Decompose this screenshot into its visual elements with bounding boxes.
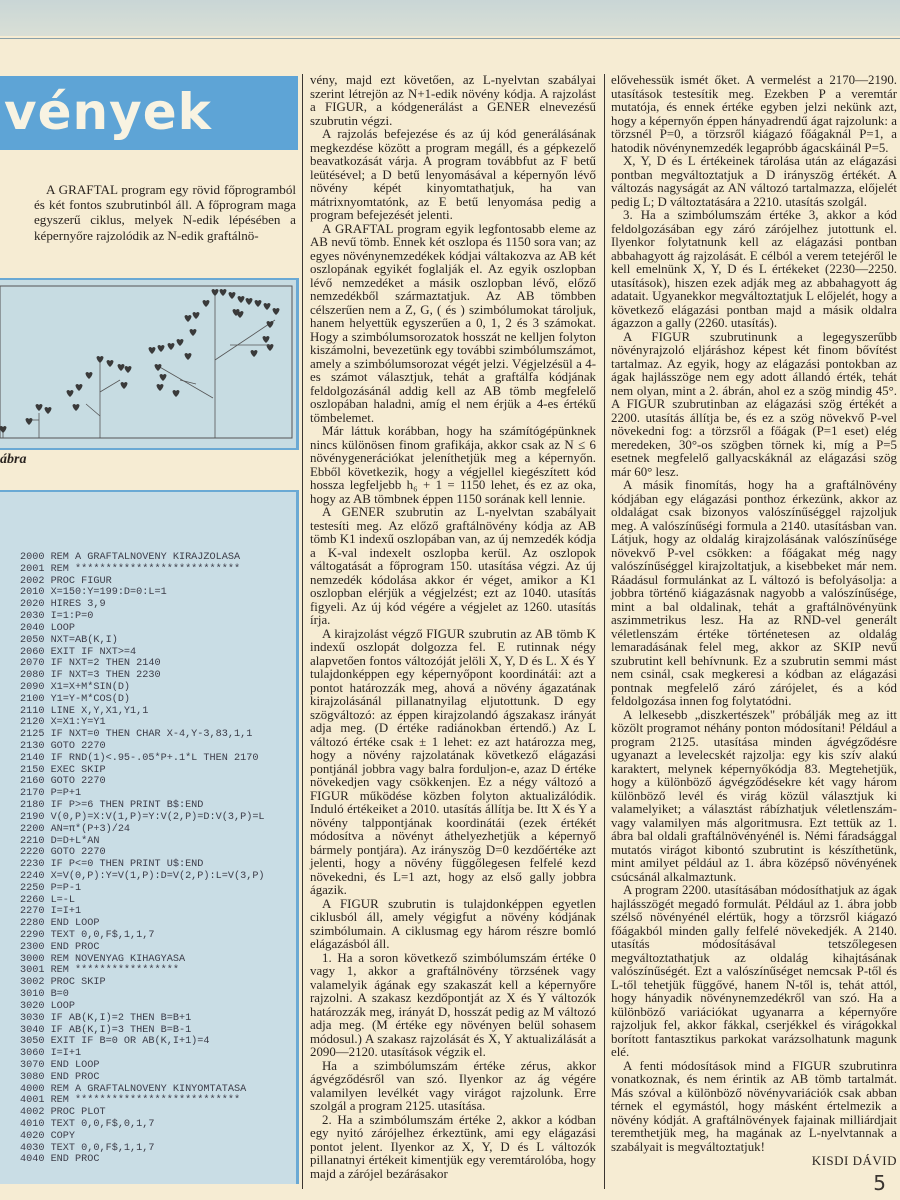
code-line: 4010 TEXT 0,0,F$,0,1,7 <box>20 1119 155 1130</box>
leaf-icon <box>157 384 164 391</box>
article-paragraph: 1. Ha a soron következő szimbólumszám értéke 0 vagy 1, akkor a graftálnövény törzsének vagy valamelyik ágának egy szakaszát kell a képernyőre rajzolni. A szakasz kezdőpontját az X és Y változók határozzák meg, irányát D, hosszát pedig az M változó adja meg. (M értéke egy növényen belül sohasem módosul.) A szakasz rajzolását és X, Y aktualizálását a 2090—2120. utasítások végzik el. <box>310 950 596 1059</box>
leaf-icon <box>263 336 270 343</box>
article-paragraph: 2. Ha a szimbólumszám értéke 2, akkor a kódban egy nyitó zárójelhez érkeztünk, ami egy elágazási pontot jelent. Ilyenkor az X, Y, D és L változók pillanatnyi értékeit kimentjük egy veremtárolóba, hogy majd a zárójel bezárásakor <box>310 1112 596 1181</box>
code-line: 2040 LOOP <box>20 622 76 634</box>
code-line: 3070 END LOOP <box>20 1059 100 1071</box>
article-paragraph: A FIGUR szubrutin is tulajdonképpen egyetlen ciklusból áll, amely végigfut a növény kódjának szimbólumain. A ciklusmag egy három részre bomló elágazásból áll. <box>310 896 596 951</box>
code-line: 2280 END LOOP <box>20 918 100 930</box>
leaf-icon <box>73 404 80 411</box>
code-line: 4001 REM *************************** <box>20 1095 241 1107</box>
figure-caption: ábra <box>0 452 27 467</box>
code-line: 4002 PROC PLOT <box>20 1107 106 1119</box>
code-line: 2180 IF P>=6 THEN PRINT B$:END <box>20 800 204 812</box>
leaf-icon <box>255 300 262 307</box>
article-paragraph: Már láttuk korábban, hogy ha számítógépünknek nincs különösen finom grafikája, akkor csak az N ≤ 6 növénygenerációkat jeleníthetjük meg a képernyőn. Ebből következik, hogy a végjellel kiegészített kód hossza legfeljebb h₆ + 1 = 1150 lehet, és ez az oka, hogy az AB tömbnek éppen 1150 sorának kell lennie. <box>310 424 596 506</box>
code-line: 2060 EXIT IF NXT>=4 <box>20 646 137 658</box>
article-paragraph: A kirajzolást végző FIGUR szubrutin az AB tömb K indexű oszlopát dolgozza fel. E rutinnak négy alapvetően fontos változóját jelöli X, Y, D és L. X és Y tulajdonképpen egy képernyőpont koordinátái: azt a pontot határozzák meg, ahová a növény ágazatának kirajzolásánál pillanatnyilag eljutottunk. D egy szögváltozó: az éppen kirajzolandó ágszakasz irányát adja meg. (D értéke radiánokban értendő.) Az L változó értéke csak ± 1 lehet: ez azt határozza meg, hogy a növény rajzolatának következő elágazási pontjánál jobbra vagy balra forduljon-e, azaz D értéke növekedjen vagy csökkenjen. Ez a négy változó a FIGUR működése közben folyton aktualizálódik. Induló értékeiket a 2010. utasítás állítja be. Itt X és Y a növény talppontjának koordinátái (ezek értékét módosítva a növényt áthelyezhetjük a képernyő bármely pontjára). Az irányszög D=0 kezdőértéke azt jelenti, hogy a növény függőlegesen felfelé kezd növekedni, és L=1 azt, hogy az első gally jobbra ágazik. <box>310 626 596 897</box>
code-line: 3060 I=I+1 <box>20 1048 82 1060</box>
page-title: vények <box>4 83 212 141</box>
leaf-icon <box>185 353 192 360</box>
code-line: 2020 HIRES 3,9 <box>20 599 106 611</box>
code-line: 2080 IF NXT=3 THEN 2230 <box>20 670 161 682</box>
leaf-icon <box>36 404 43 411</box>
code-line: 2250 P=P-1 <box>20 882 82 894</box>
article-paragraph: X, Y, D és L értékeinek tárolása után az elágazási pontban megváltoztatjuk a D irányszög értékét. A változás nagyságát az AN változó tartalmazza, előjelét pedig L; D változtatására a 2210. utasítás szolgál. <box>611 154 897 209</box>
leaf-icon <box>121 382 128 389</box>
leaf-icon <box>168 343 175 350</box>
article-paragraph: A GENER szubrutin az L-nyelvtan szabályait testesíti meg. Az előző graftálnövény kódja az AB tömb K1 indexű oszlopában van, az új nemzedék kódja a K-val indexelt oszlopba kerül. Az oszlopok váltogatását a főprogram 150. utasítása végzi. Az új nemzedék kódolása akkor ér véget, amikor a K1 oszlopban elérjük a végjelzést; ezt az 1040. utasítás figyeli. Az új kód végére a végjelet az 1260. utasítás írja. <box>310 505 596 627</box>
article-paragraph: 3. Ha a szimbólumszám értéke 3, akkor a kód feldolgozásában egy záró zárójelhez jutottunk el. Ilyenkor folytatnunk kell az elágazási pontban abbahagyott ág rajzolását. E célból a verem tetejéről le kell emelnünk X, Y, D és L értékeket (2230—2250. utasítások), hiszen ezek adják meg az abbahagyott ág adatait. Ugyanekkor megváltoztatjuk L előjelét, hogy a következő elágazási pontban majd a másik oldalra ágazzon a gally (2260. utasítás). <box>611 208 897 330</box>
article-paragraph: A fenti módosítások mind a FIGUR szubrutinra vonatkoznak, és nem érintik az AB tömb tartalmát. Más szóval a különböző növényvariációk csak abban térnek el egymástól, hogy másként értelmezik a növény kódját. A graftálnövények fajainak milliárdjait teremthetjük meg, ha magának az L-nyelvtannak a szabályait is megváltoztatjuk! <box>611 1058 897 1154</box>
leaf-icon <box>0 426 7 433</box>
code-line: 2070 IF NXT=2 THEN 2140 <box>20 658 161 670</box>
leaf-icon <box>177 339 184 346</box>
article-paragraph: elővehessük ismét őket. A vermelést a 2170—2190. utasítások testesítik meg. Ezekben P a veremtár mutatója, és ennek értéke egyben jelzi nekünk azt, hogy a képernyőn éppen hányadrendű ágat rajzolunk: a törzsnél P=0, a törzsről kiágazó főágaknál P=1, a hatodik növénynemzedék legapróbb ágacskáinál P=5. <box>611 73 897 155</box>
leaf-icon <box>155 364 162 371</box>
leaf-icon <box>125 366 132 373</box>
leaf-icon <box>267 321 274 328</box>
code-line: 3080 END PROC <box>20 1071 100 1083</box>
leaf-icon <box>158 345 165 352</box>
intro-paragraph: A GRAFTAL program egy rövid főprogramból és két fontos szubrutinból áll. A főprogram maga egyszerű ciklus, melyek N-edik lépésében a képernyőre rajzolódik az N-edik graftálnö- <box>34 182 296 243</box>
code-line: 2150 EXEC SKIP <box>20 764 106 776</box>
code-line: 2290 TEXT 0,0,F$,1,1,7 <box>20 930 155 941</box>
code-line: 2210 D=D+L*AN <box>20 835 100 847</box>
code-line: 2220 GOTO 2270 <box>20 847 106 859</box>
column-divider-left <box>302 74 303 1189</box>
leaf-icon <box>107 360 114 367</box>
code-line: 2300 END PROC <box>20 941 100 953</box>
code-listing <box>20 552 265 1166</box>
page-number: 5 <box>873 1171 886 1195</box>
top-rule <box>0 38 900 39</box>
code-line: 2120 X=X1:Y=Y1 <box>20 717 106 729</box>
code-line: 3000 REM NOVENYAG KIHAGYASA <box>20 953 186 965</box>
article-paragraph: A FIGUR szubrutinunk a legegyszerűbb növényrajzoló eljáráshoz képest két finom bővítést tartalmaz. Az egyik, hogy az elágazási pontokban az ágak hajlásszöge nem egy adott állandó érték, tehát nem olyan, mint a 2. ábrán, ahol ez a szög mindig 45°. A FIGUR szubrutinban az elágazási szög értékét a 2200. utasítás állítja be, és ez a szög növekvő P-vel növekedni fog: a törzsről a főágak (P=1 eset) elég meredeken, 30°-os szögben törnek ki, míg a P=5 esetnek megfelelő gallyacskáknál az elágazási szög már 60° lesz. <box>611 329 897 479</box>
code-line: 3040 IF AB(K,I)=3 THEN B=B-1 <box>20 1024 192 1036</box>
article-column-right <box>611 74 897 1168</box>
leaf-icon <box>149 347 156 354</box>
code-line: 2001 REM *************************** <box>20 563 241 575</box>
intro-section <box>34 182 296 243</box>
leaf-icon <box>237 311 244 318</box>
leaf-icon <box>190 329 197 336</box>
code-line: 2270 I=I+1 <box>20 906 82 918</box>
leaf-icon <box>273 308 280 315</box>
leaf-icon <box>246 298 253 305</box>
code-line: 4040 END PROC <box>20 1154 100 1166</box>
leaf-icon <box>173 390 180 397</box>
plant-illustration <box>0 280 296 448</box>
title-banner <box>0 76 298 150</box>
leaf-icon <box>97 356 104 363</box>
plant-branch <box>158 366 213 398</box>
code-line: 2050 NXT=AB(K,I) <box>20 634 118 646</box>
code-line: 2090 X1=X+M*SIN(D) <box>20 681 131 693</box>
code-line: 2190 V(0,P)=X:V(1,P)=Y:V(2,P)=D:V(3,P)=L <box>20 811 265 823</box>
code-line: 2200 AN=π*(P+3)/24 <box>20 823 131 835</box>
article-column-middle <box>310 74 596 1181</box>
code-line: 2230 IF P<=0 THEN PRINT U$:END <box>20 859 204 871</box>
leaf-icon <box>220 289 227 296</box>
author-signature: KISDI DÁVID <box>811 1153 897 1168</box>
leaf-icon <box>118 364 125 371</box>
leaf-icon <box>185 315 192 322</box>
article-paragraph: A lelkesebb „diszkertészek" próbálják meg az itt közölt programot néhány ponton módosítani! Például a program 2125. utasítása minden ágvégződésre ugyanazt a levelecskét rajzolja: egy kis szív alakú karaktert, melynek képernyőkódja 83. Megtehetjük, hogy a különböző ágvégződésekre két vagy három különböző levél és virág közül választjuk ki valamelyiket; a választást rábízhatjuk véletlenszám- vagy valamilyen más algoritmusra. Ezt tettük az 1. ábra bal oldali graftálnövényénél is. Némi fáradsággal mutatós virágot kibontó szubrutint is készíthetünk, mint amilyet például az 1. ábra középső növényének csúcsánál alkalmaztunk. <box>611 707 897 884</box>
article-paragraph: A program 2200. utasításában módosíthatjuk az ágak hajlásszögét megadó formulát. Például az 1. ábra jobb szélső növényénél elértük, hogy a törzsről kiágazó főágakból minden gally felfelé növekedjék. A 2140. utasítás módosításával tetszőlegesen megváltoztathatjuk az oldalág kihajtásának valószínűségét. Ezt a valószínűséget nemcsak P-től és L-től tehetjük függővé, hanem N-től is, tehát attól, hogy hányadik növénynemzedékről van szó. Ha a különböző variációkat ugyanarra a képernyőre rajzoljuk fel, akkor fákkal, cserjékkel és virágokkal borított fantasztikus parkokat varázsolhatunk magunk elé. <box>611 883 897 1059</box>
leaf-icon <box>203 300 210 307</box>
code-line: 2140 IF RND(1)<.95-.05*P+.1*L THEN 2170 <box>20 752 259 764</box>
leaf-icon <box>212 289 219 296</box>
code-line: 2160 GOTO 2270 <box>20 776 106 788</box>
article-paragraph: vény, majd ezt követően, az L-nyelvtan szabályai szerint létrejön az N+1-edik növény kódja. A rajzolást a FIGUR, a kódgenerálást a GENER elnevezésű szubrutin végzi. <box>310 73 596 128</box>
article-paragraph: A másik finomítás, hogy ha a graftálnövény kódjában egy elágazási ponthoz érkezünk, akkor az oldalágat csak bizonyos valószínűséggel rajzoljuk meg. A valószínűségi formula a 2140. utasításban van. Látjuk, hogy az oldalág kirajzolásának valószínűsége növekvő P-vel csökken: a főágakat még nagy valószínűséggel kirajzoltatjuk, a kisebbeket már nem. Ráadásul formulánkat az L változó is befolyásolja: a jobbra történő kiágazásnak nagyobb a valószínűsége, mint a bal oldalinak, tehát a graftálnövényünk aszimmetrikus lesz. Ha az RND-vel generált véletlenszám értéke történetesen az oldalág lemaradásának felel meg, akkor az SKIP nevű szubrutint kell behívnunk. Ez a szubrutin semmi mást nem csinál, csak megkeresi a kódban az elágazási pontnak megfelelő záró zárójelet, és a kód feldolgozása innen fog folytatódni. <box>611 478 897 708</box>
code-line: 3020 LOOP <box>20 1000 76 1012</box>
figure-frame <box>0 286 292 438</box>
code-line: 4000 REM A GRAFTALNOVENY KINYOMTATASA <box>20 1083 247 1095</box>
code-line: 2125 IF NXT=0 THEN CHAR X-4,Y-3,83,1,1 <box>20 729 253 741</box>
leaf-icon <box>45 407 52 414</box>
code-line: 2002 PROC FIGUR <box>20 575 112 587</box>
code-line: 3010 B=0 <box>20 989 69 1001</box>
code-line: 2010 X=150:Y=199:D=0:L=1 <box>20 587 167 599</box>
code-line: 2260 L=-L <box>20 894 76 906</box>
column-divider-right <box>604 74 605 1189</box>
code-line: 2100 Y1=Y-M*COS(D) <box>20 693 131 705</box>
figure-plants <box>0 278 299 450</box>
top-decorative-band <box>0 0 900 36</box>
article-paragraph: Ha a szimbólumszám értéke zérus, akkor ágvégződésről van szó. Ilyenkor az ág végére valamilyen levélkét vagy virágot rajzolunk. Erre szolgál a program 2125. utasítása. <box>310 1058 596 1113</box>
leaf-icon <box>251 350 258 357</box>
code-line: 2110 LINE X,Y,X1,Y1,1 <box>20 705 149 717</box>
leaf-icon <box>67 390 74 397</box>
leaf-icon <box>76 384 83 391</box>
article-paragraph: A rajzolás befejezése és az új kód generálásának megkezdése között a program megáll, és a gépkezelő beavatkozását várja. A program továbbfut az F betű leütésével; a D betű lenyomásával a képernyőn lévő növény képét kinyomtathatjuk, ha van mátrixnyomtatónk, az E betű lenyomása pedig a program befejezését jelenti. <box>310 127 596 222</box>
code-line: 2000 REM A GRAFTALNOVENY KIRAJZOLASA <box>20 552 241 563</box>
leaf-icon <box>160 374 167 381</box>
article-paragraph: A GRAFTAL program egyik legfontosabb eleme az AB nevű tömb. Ennek két oszlopa és 1150 sora van; az egyes növénynemzedékek kódjai váltakozva az AB két oszlopának egyikét foglalják el. Az egyik oszlopban lévő nemzedéket a másik oszlopban lévő, előző nemzedékből származtatjuk. Az AB tömbben célszerűen nem a Z, G, ( és ) szimbólumokat tároljuk, hanem helyettük egyszerűen a 0, 1, 2 és 3 számokat. Hogy a szimbólumsorozatok hosszát ne kelljen folyton kiszámolni, bevezetünk egy további szimbólumszámot, amely a szimbólumsorozat végét jelzi. Végjelzésül a 4-es számot választjuk, tehát a graftálfa kódjának feldolgozásánál addig kell az AB tömb megfelelő oszlopában haladni, amíg el nem érjük a 4-es értékű tömbelemet. <box>310 221 596 425</box>
leaf-icon <box>193 312 200 319</box>
code-line: 2240 X=V(0,P):Y=V(1,P):D=V(2,P):L=V(3,P) <box>20 870 265 882</box>
code-line: 2130 GOTO 2270 <box>20 741 106 752</box>
leaf-icon <box>86 372 93 379</box>
code-line: 3001 REM ***************** <box>20 965 179 977</box>
leaf-icon <box>264 303 271 310</box>
code-listing-box <box>0 490 299 1184</box>
leaf-icon <box>26 418 33 425</box>
plant-branch <box>86 404 100 416</box>
leaf-icon <box>229 292 236 299</box>
code-line: 3050 EXIT IF B=0 OR AB(K,I+1)=4 <box>20 1036 210 1048</box>
code-line: 2170 P=P+1 <box>20 788 82 800</box>
code-line: 3002 PROC SKIP <box>20 977 106 989</box>
plant-branch <box>100 380 120 392</box>
code-line: 2030 I=1:P=0 <box>20 611 94 623</box>
code-line: 3030 IF AB(K,I)=2 THEN B=B+1 <box>20 1012 192 1024</box>
code-line: 4020 COPY <box>20 1130 76 1142</box>
code-line: 4030 TEXT 0,0,F$,1,1,7 <box>20 1142 155 1154</box>
leaf-icon <box>238 296 245 303</box>
